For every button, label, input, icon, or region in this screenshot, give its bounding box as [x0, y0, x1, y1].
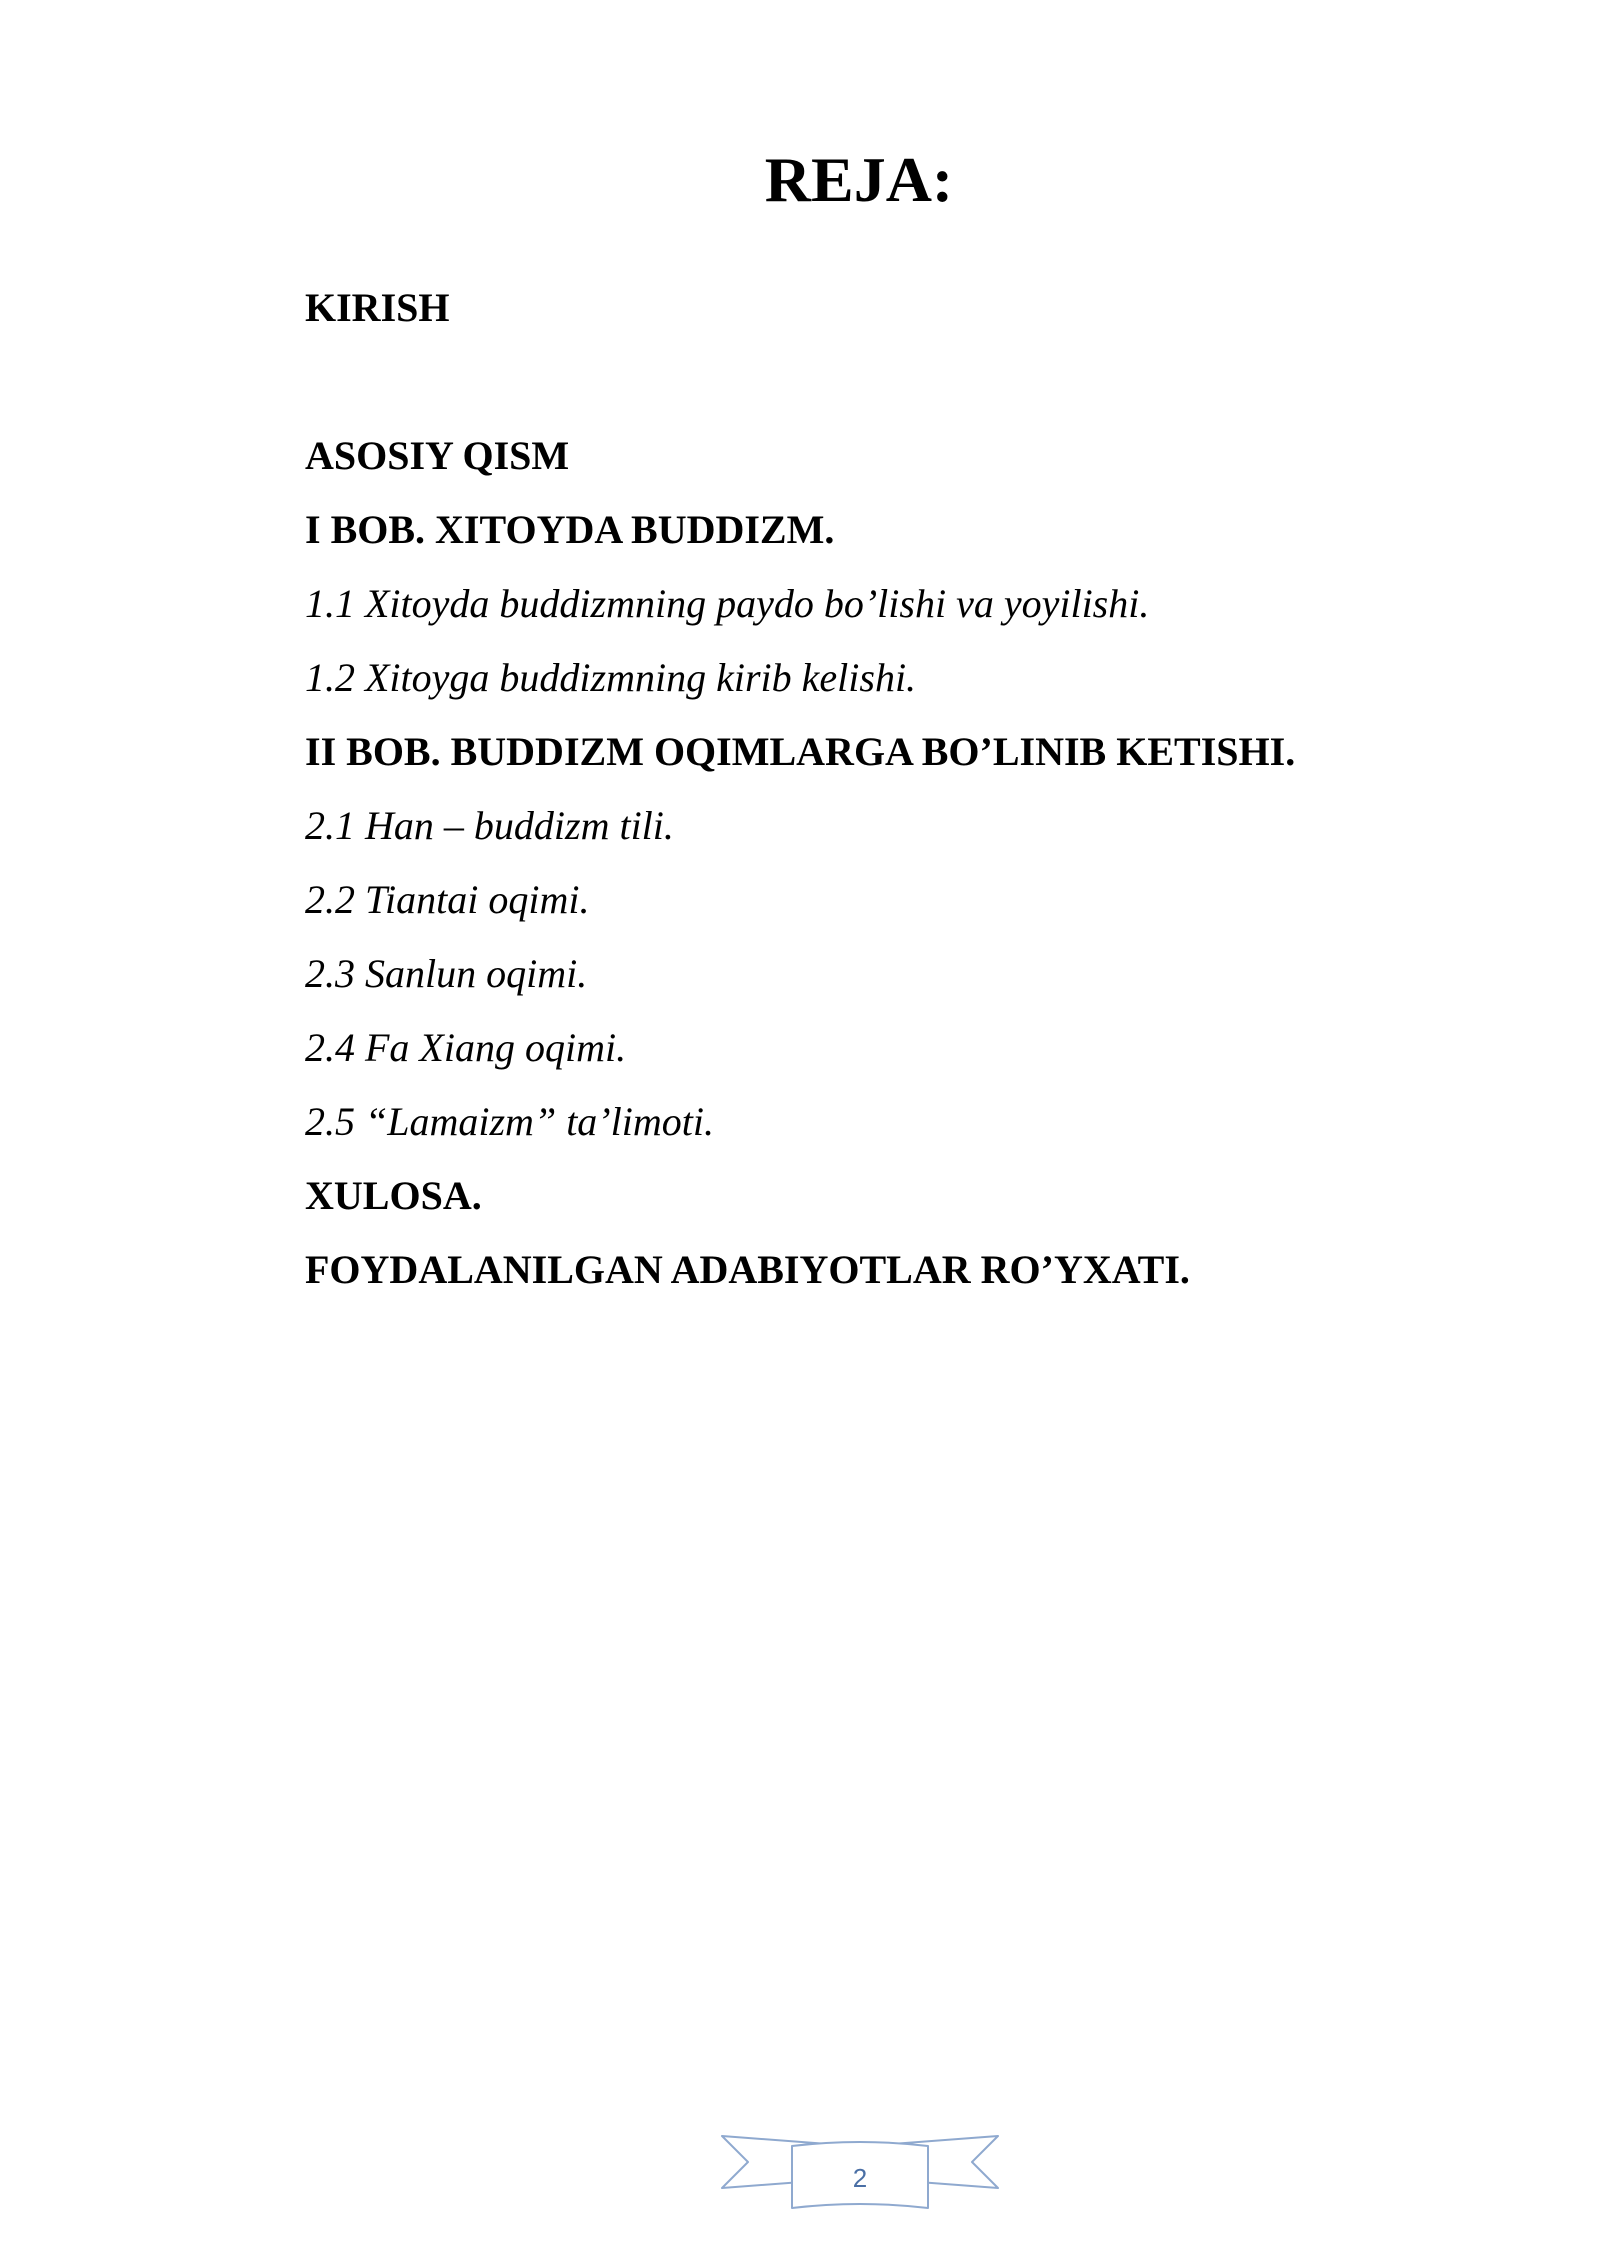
toc-section-2-1: 2.1 Han – buddizm tili. — [305, 803, 674, 848]
toc-xulosa: XULOSA. — [305, 1173, 482, 1218]
toc-kirish: KIRISH — [305, 285, 450, 330]
toc-chapter-1: I BOB. XITOYDA BUDDIZM. — [305, 507, 835, 552]
toc-section-1-2: 1.2 Xitoyga buddizmning kirib kelishi. — [305, 655, 917, 700]
toc-section-2-2: 2.2 Tiantai oqimi. — [305, 877, 590, 922]
toc-asosiy-qism: ASOSIY QISM — [305, 433, 570, 478]
toc-bibliography: FOYDALANILGAN ADABIYOTLAR RO’YXATI. — [305, 1247, 1190, 1292]
toc-chapter-2: II BOB. BUDDIZM OQIMLARGA BO’LINIB KETISHI. — [305, 729, 1296, 774]
toc-section-2-3: 2.3 Sanlun oqimi. — [305, 951, 588, 996]
page-title: REJA: — [764, 144, 954, 215]
page-number: 2 — [852, 2163, 868, 2193]
toc-section-2-5: 2.5 “Lamaizm” ta’limoti. — [305, 1099, 714, 1144]
toc-section-2-4: 2.4 Fa Xiang oqimi. — [305, 1025, 627, 1070]
toc-section-1-1: 1.1 Xitoyda buddizmning paydo bo’lishi va yoyilishi. — [305, 581, 1150, 626]
